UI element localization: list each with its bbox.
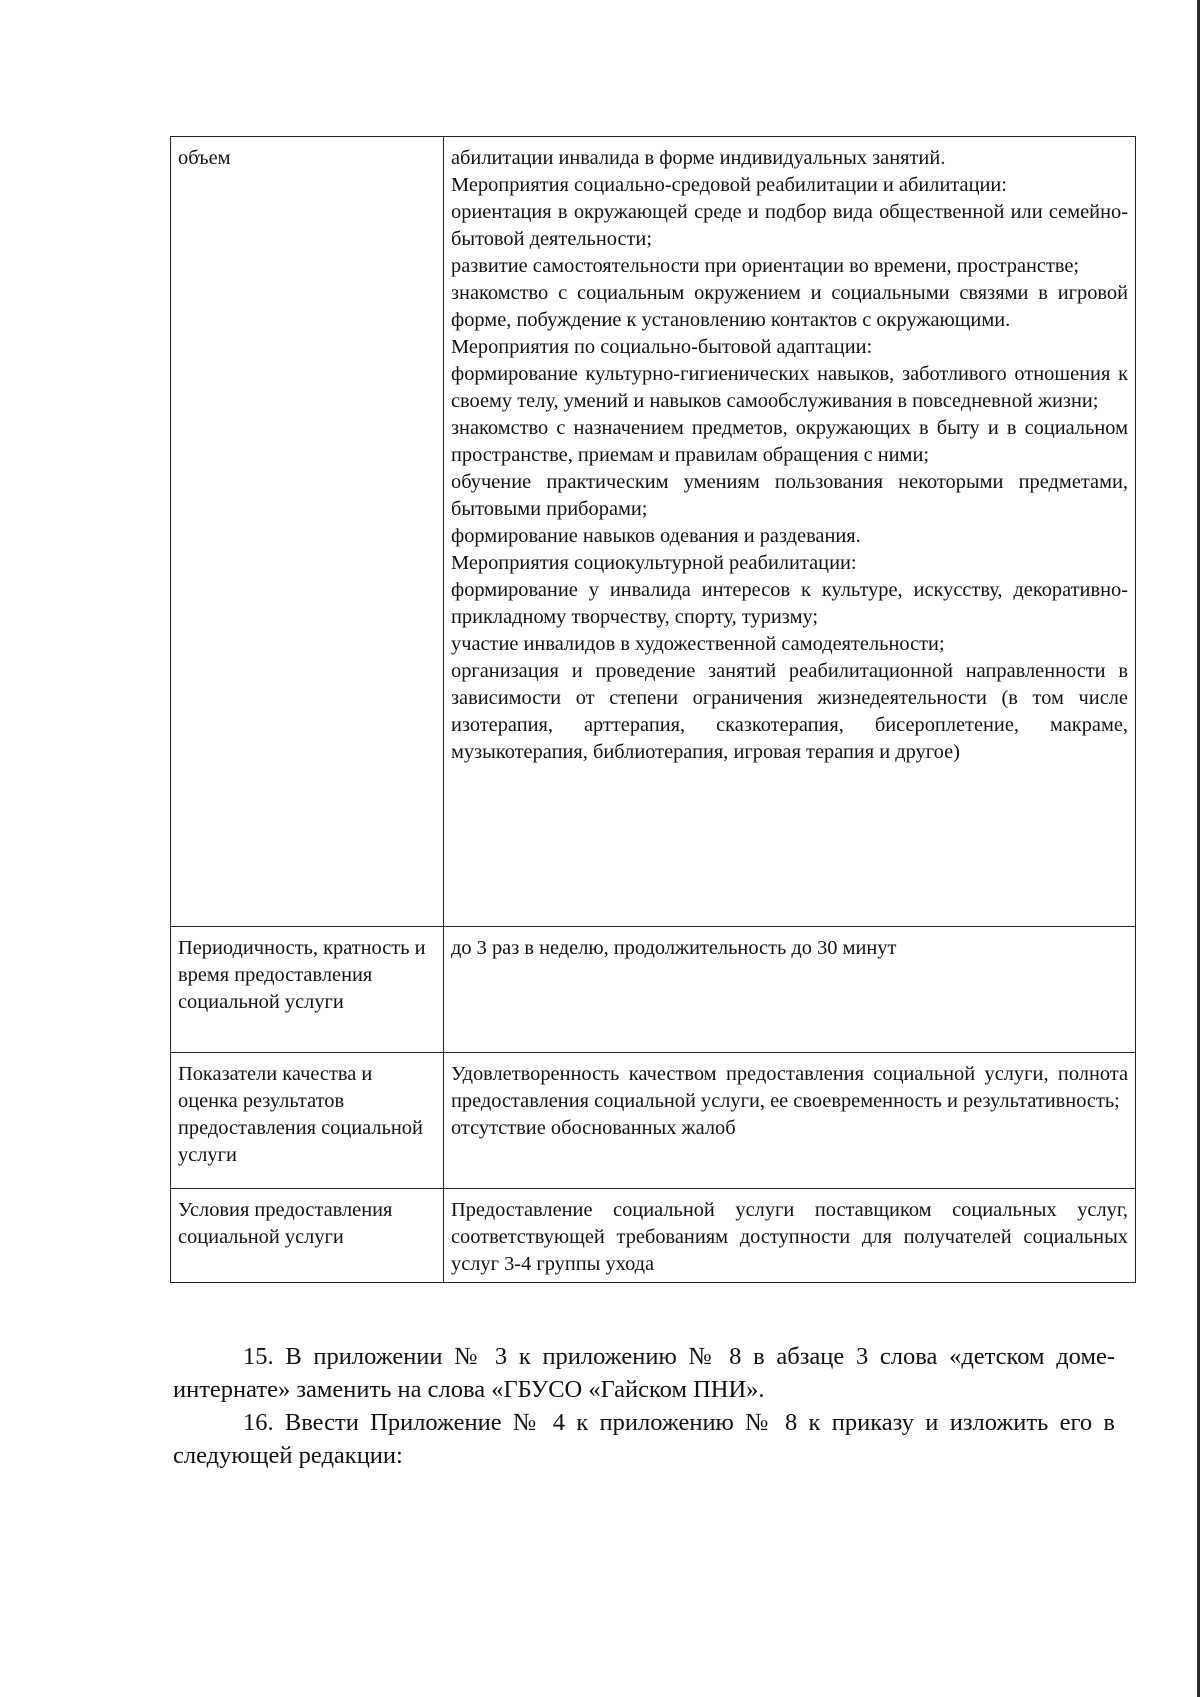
table-row xyxy=(171,927,1136,1053)
content-line: формирование навыков одевания и раздевания. xyxy=(451,525,861,547)
row-content xyxy=(444,137,1136,927)
content-line: Мероприятия социокультурной реабилитации: xyxy=(451,552,857,574)
content-line: развитие самостоятельности при ориентации во времени, пространстве; xyxy=(451,255,1080,277)
content-line: Предоставление социальной услуги поставщиком социальных услуг, соответствующей требованиям доступности для получателей социальных услуг 3-4 группы ухода xyxy=(451,1199,1128,1275)
row-content xyxy=(444,1189,1136,1283)
row-label: объем xyxy=(171,137,444,927)
content-line: знакомство с социальным окружением и социальными связями в игровой форме, побуждение к установлению контактов с окружающими. xyxy=(451,282,1128,331)
content-line: Мероприятия социально-средовой реабилитации и абилитации: xyxy=(451,174,1007,196)
content-line: Мероприятия по социально-бытовой адаптации: xyxy=(451,336,873,358)
content-line: отсутствие обоснованных жалоб xyxy=(451,1117,736,1139)
table-row xyxy=(171,1189,1136,1283)
content-line: обучение практическим умениям пользования некоторыми предметами, бытовыми приборами; xyxy=(451,471,1128,520)
content-line: знакомство с назначением предметов, окружающих в быту и в социальном пространстве, приемам и правилам обращения с ними; xyxy=(451,417,1128,466)
row-label: Условия предоставления социальной услуги xyxy=(171,1189,444,1283)
paragraph-16: 16. Ввести Приложение № 4 к приложению № 8 к приказу и изложить его в следующей редакции: xyxy=(173,1409,1115,1469)
row-label: Показатели качества и оценка результатов предоставления социальной услуги xyxy=(171,1053,444,1189)
content-line: формирование у инвалида интересов к культуре, искусству, декоративно-прикладному творчеству, спорту, туризму; xyxy=(451,579,1128,628)
table-row xyxy=(171,1053,1136,1189)
content-line: ориентация в окружающей среде и подбор вида общественной или семейно-бытовой деятельности; xyxy=(451,201,1128,250)
row-label: Периодичность, кратность и время предоставления социальной услуги xyxy=(171,927,444,1053)
row-content xyxy=(444,927,1136,1053)
content-line: до 3 раз в неделю, продолжительность до 30 минут xyxy=(451,937,897,959)
content-line: формирование культурно-гигиенических навыков, заботливого отношения к своему телу, умений и навыков самообслуживания в повседневной жизни; xyxy=(451,363,1128,412)
content-line: организация и проведение занятий реабилитационной направленности в зависимости от степени ограничения жизнедеятельности (в том числе изотерапия, арттерапия, сказкотерапия, бисероплетение, макраме, музыкотерапия, библиотерапия, игровая терапия и другое) xyxy=(451,660,1128,763)
content-line: абилитации инвалида в форме индивидуальных занятий. xyxy=(451,147,946,169)
paragraph-15: 15. В приложении № 3 к приложению № 8 в абзаце 3 слова «детском доме-интернате» заменить на слова «ГБУСО «Гайском ПНИ». xyxy=(173,1343,1115,1403)
service-table xyxy=(170,136,1136,1283)
content-line: участие инвалидов в художественной самодеятельности; xyxy=(451,633,945,655)
content-line: Удовлетворенность качеством предоставления социальной услуги, полнота предоставления социальной услуги, ее своевременность и результативность; xyxy=(451,1063,1128,1112)
body-text xyxy=(173,1340,1115,1472)
row-content xyxy=(444,1053,1136,1189)
table-row xyxy=(171,137,1136,927)
